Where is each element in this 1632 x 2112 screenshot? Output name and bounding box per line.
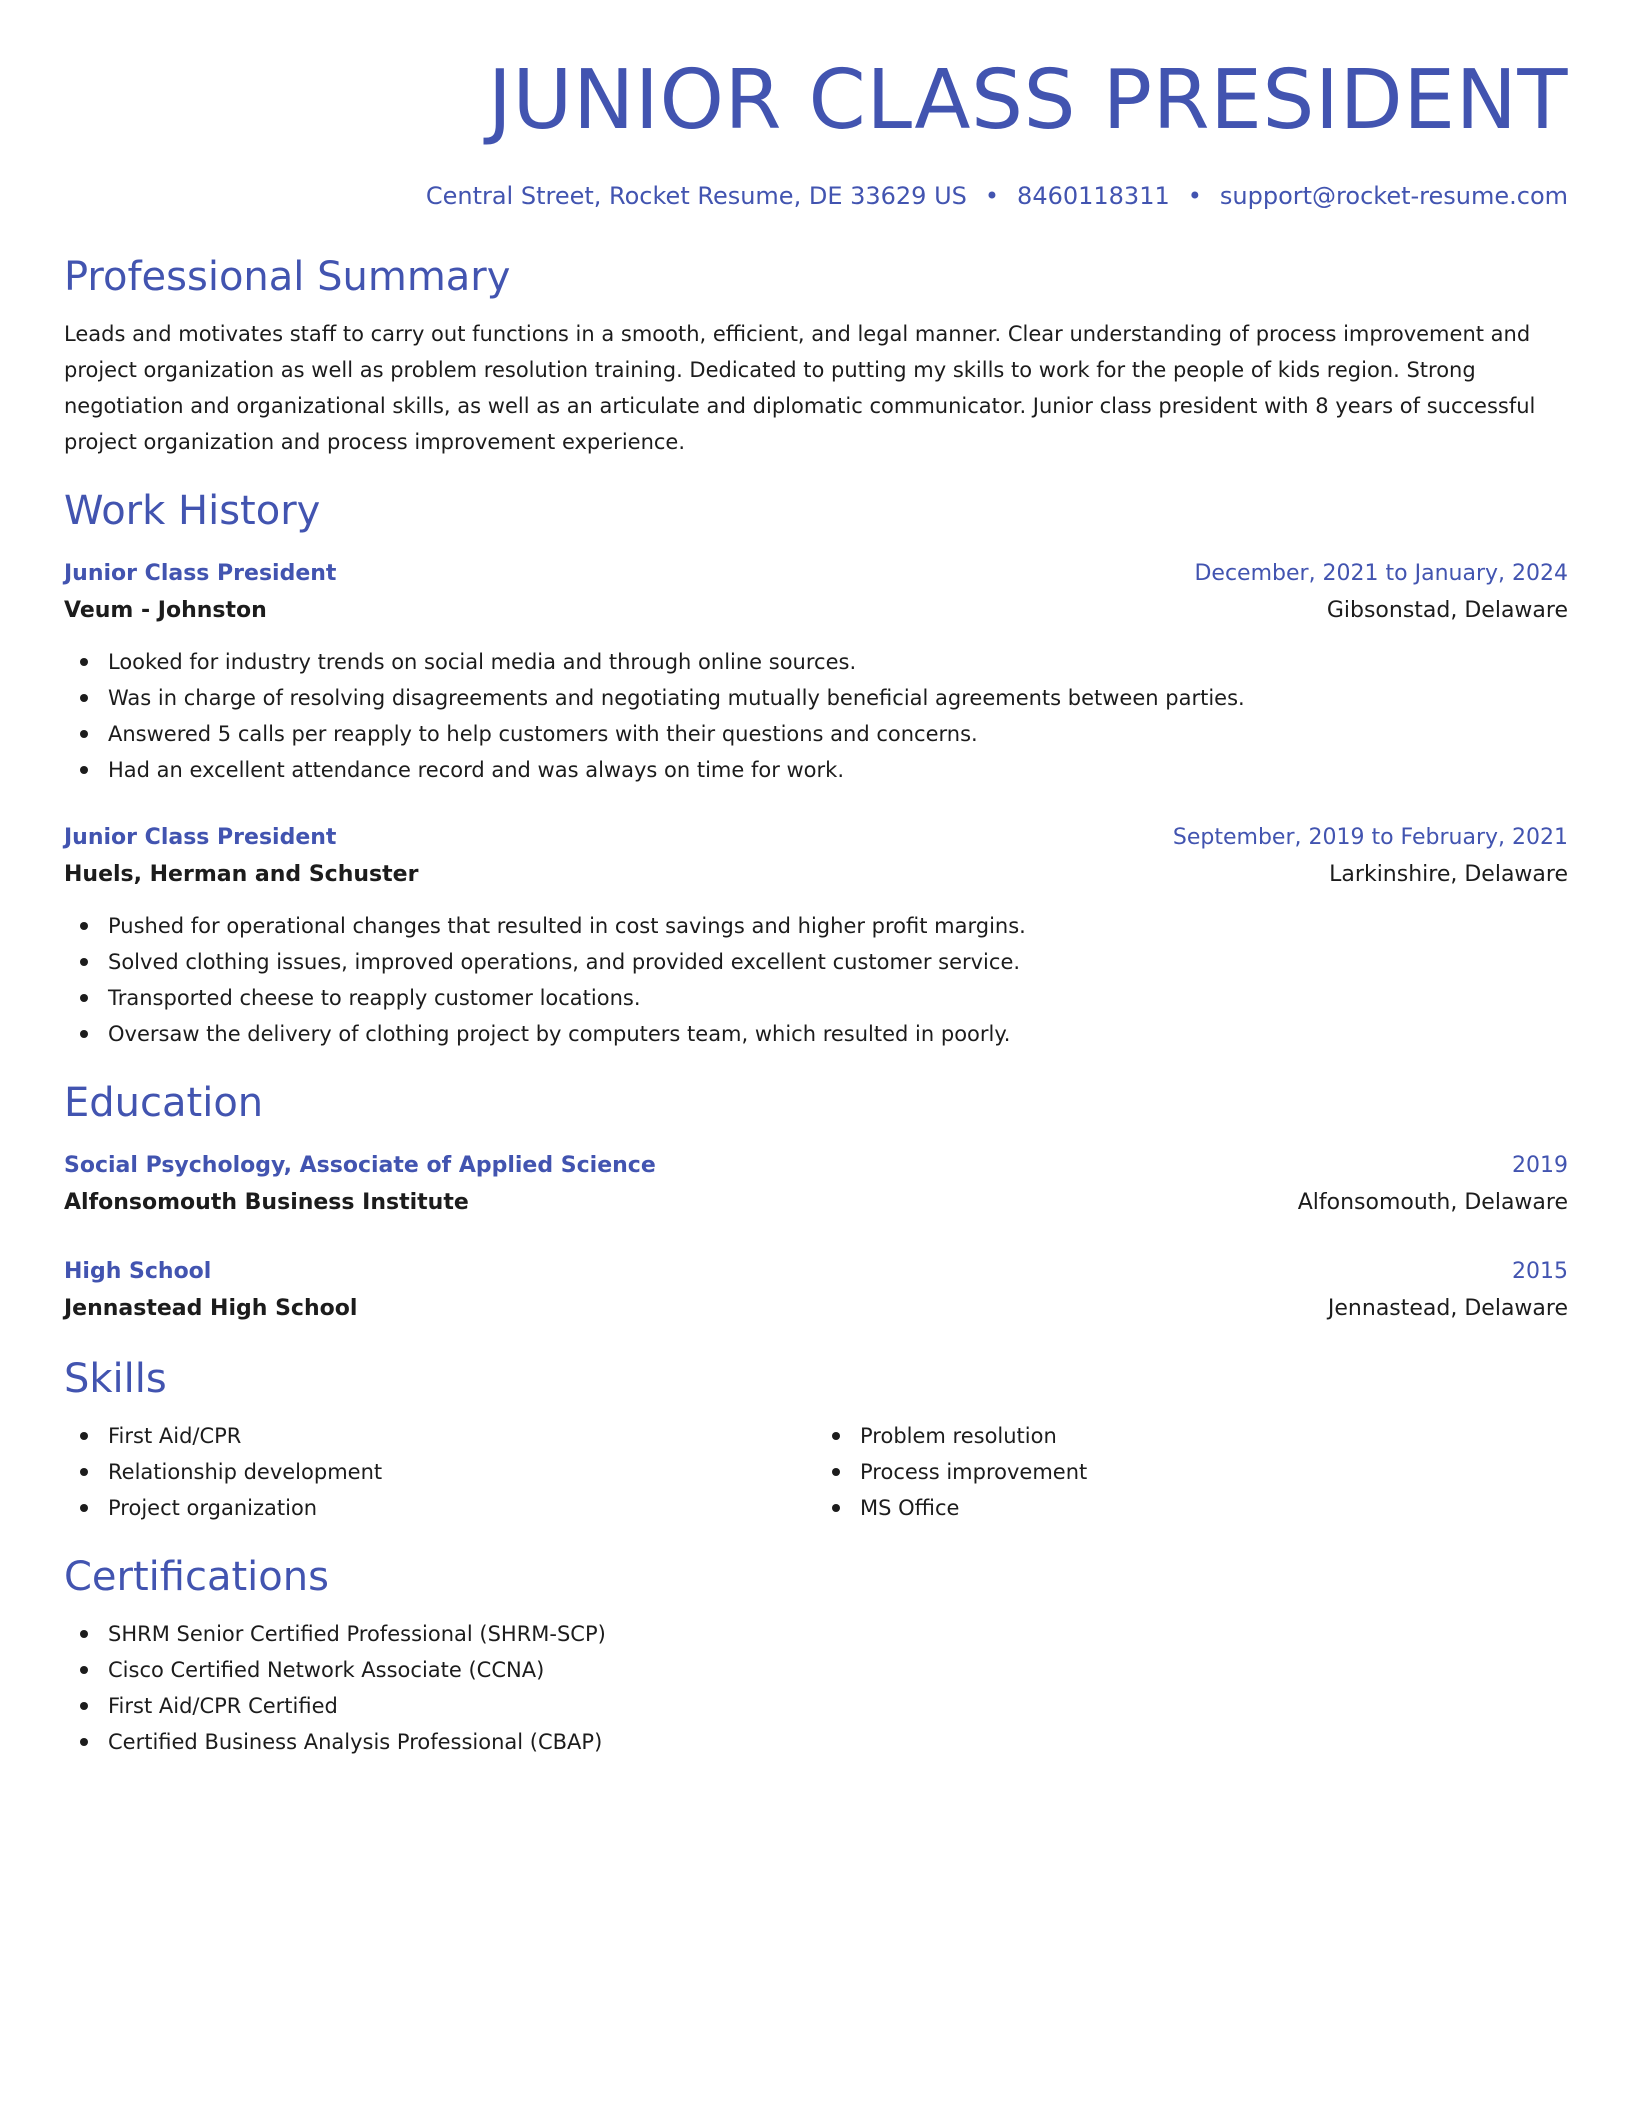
resume-header (64, 52, 1568, 212)
education-entry (64, 1148, 1568, 1222)
work-entry-header (64, 820, 1568, 856)
list-item (64, 1490, 816, 1526)
skills-list (816, 1418, 1568, 1526)
contact-email: support@rocket-resume.com (1219, 182, 1568, 210)
degree-title: High School (64, 1259, 212, 1284)
list-item (64, 1724, 1568, 1760)
bullet-icon (80, 1702, 88, 1710)
list-item (64, 1616, 1568, 1652)
list-item (816, 1454, 1568, 1490)
bullet-icon (80, 922, 88, 930)
list-item (64, 680, 1568, 716)
list-item (64, 1418, 816, 1454)
bullet-icon (80, 730, 88, 738)
certification-item: SHRM Senior Certified Professional (SHRM-SCP) (108, 1622, 606, 1646)
summary-text: Leads and motivates staff to carry out functions in a smooth, efficient, and legal manner. Clear understanding of process improvement and project organization as well as problem resolution training. Dedicated to putting my skills to work for the people of kids region. Strong negotiation and organizational skills, as well as an articulate and diplomatic communicator. Junior class president with 8 years of successful project organization and process improvement experience. (64, 322, 1536, 454)
job-title: Junior Class President (64, 561, 337, 586)
education-section (64, 1078, 1568, 1328)
job-title: Junior Class President (64, 825, 337, 850)
bullet-icon (80, 1432, 88, 1440)
school-location: Jennastead, Delaware (1327, 1296, 1568, 1321)
skills-list (64, 1418, 816, 1526)
skills-column-left (64, 1418, 816, 1526)
school-name: Jennastead High School (64, 1296, 358, 1321)
bullet-icon (80, 1738, 88, 1746)
job-duty: Solved clothing issues, improved operations, and provided excellent customer service. (108, 950, 1021, 974)
job-dates: December, 2021 to January, 2024 (1194, 561, 1568, 586)
skill-item: Relationship development (108, 1460, 383, 1484)
bullet-icon (80, 1030, 88, 1038)
skill-item: Project organization (108, 1496, 318, 1520)
contact-phone: 8460118311 (1017, 182, 1170, 210)
list-item (64, 1688, 1568, 1724)
certification-item: Certified Business Analysis Professional (CBAP) (108, 1730, 603, 1754)
job-duty: Transported cheese to reapply customer locations. (108, 986, 641, 1010)
section-title-education: Education (64, 1080, 264, 1126)
job-location: Larkinshire, Delaware (1329, 862, 1568, 887)
bullet-icon (80, 1630, 88, 1638)
bullet-icon (80, 766, 88, 774)
graduation-year: 2019 (1512, 1153, 1568, 1178)
work-entry-header (64, 556, 1568, 592)
certifications-list (64, 1616, 1568, 1760)
certification-item: Cisco Certified Network Associate (CCNA) (108, 1658, 545, 1682)
certification-item: First Aid/CPR Certified (108, 1694, 338, 1718)
bullet-icon (832, 1468, 840, 1476)
section-title-skills: Skills (64, 1356, 167, 1402)
list-item (816, 1418, 1568, 1454)
education-entry-header (64, 1254, 1568, 1290)
list-item (64, 716, 1568, 752)
skill-item: Process improvement (860, 1460, 1088, 1484)
bullet-icon (832, 1504, 840, 1512)
skill-item: First Aid/CPR (108, 1424, 242, 1448)
graduation-year: 2015 (1512, 1259, 1568, 1284)
contact-address: Central Street, Rocket Resume, DE 33629 US (425, 182, 967, 210)
job-location: Gibsonstad, Delaware (1326, 598, 1568, 623)
job-duty: Answered 5 calls per reapply to help customers with their questions and concerns. (108, 722, 978, 746)
skills-column-right (816, 1418, 1568, 1526)
school-location: Alfonsomouth, Delaware (1297, 1190, 1568, 1215)
job-company: Huels, Herman and Schuster (64, 862, 419, 887)
list-item (64, 644, 1568, 680)
bullet-icon (80, 1666, 88, 1674)
job-dates: September, 2019 to February, 2021 (1172, 825, 1568, 850)
bullet-icon (80, 658, 88, 666)
section-title-certifications: Certifications (64, 1554, 329, 1600)
section-title-summary: Professional Summary (64, 254, 511, 300)
education-entry (64, 1254, 1568, 1328)
skill-item: MS Office (860, 1496, 960, 1520)
work-history-section (64, 486, 1568, 1052)
bullet-icon (80, 694, 88, 702)
school-name: Alfonsomouth Business Institute (64, 1190, 469, 1215)
skill-item: Problem resolution (860, 1424, 1057, 1448)
job-duties-list (64, 908, 1568, 1052)
list-item (64, 1016, 1568, 1052)
list-item (64, 1454, 816, 1490)
section-title-work-history: Work History (64, 488, 321, 534)
job-duty: Pushed for operational changes that resulted in cost savings and higher profit margins. (108, 914, 1026, 938)
work-entry-subheader (64, 592, 1568, 630)
education-entry-subheader (64, 1290, 1568, 1328)
skills-grid (64, 1418, 1568, 1526)
list-item (64, 752, 1568, 788)
job-company: Veum - Johnston (64, 598, 267, 623)
contact-separator: • (1187, 182, 1202, 210)
bullet-icon (832, 1432, 840, 1440)
list-item (816, 1490, 1568, 1526)
list-item (64, 908, 1568, 944)
bullet-icon (80, 1468, 88, 1476)
bullet-icon (80, 994, 88, 1002)
work-entry (64, 820, 1568, 1052)
certifications-section (64, 1552, 1568, 1760)
job-duty: Was in charge of resolving disagreements and negotiating mutually beneficial agreements between parties. (108, 686, 1245, 710)
skills-section (64, 1354, 1568, 1526)
work-entry (64, 556, 1568, 788)
contact-line (64, 180, 1568, 212)
work-entry-subheader (64, 856, 1568, 894)
job-duty: Oversaw the delivery of clothing project by computers team, which resulted in poorly. (108, 1022, 1011, 1046)
list-item (64, 944, 1568, 980)
contact-separator: • (984, 182, 1000, 210)
job-duty: Had an excellent attendance record and was always on time for work. (108, 758, 845, 782)
bullet-icon (80, 1504, 88, 1512)
list-item (64, 1652, 1568, 1688)
education-entry-header (64, 1148, 1568, 1184)
job-duties-list (64, 644, 1568, 788)
list-item (64, 980, 1568, 1016)
bullet-icon (80, 958, 88, 966)
degree-title: Social Psychology, Associate of Applied Science (64, 1153, 656, 1178)
job-duty: Looked for industry trends on social media and through online sources. (108, 650, 857, 674)
candidate-name: JUNIOR CLASS PRESIDENT (487, 53, 1568, 148)
education-entry-subheader (64, 1184, 1568, 1222)
